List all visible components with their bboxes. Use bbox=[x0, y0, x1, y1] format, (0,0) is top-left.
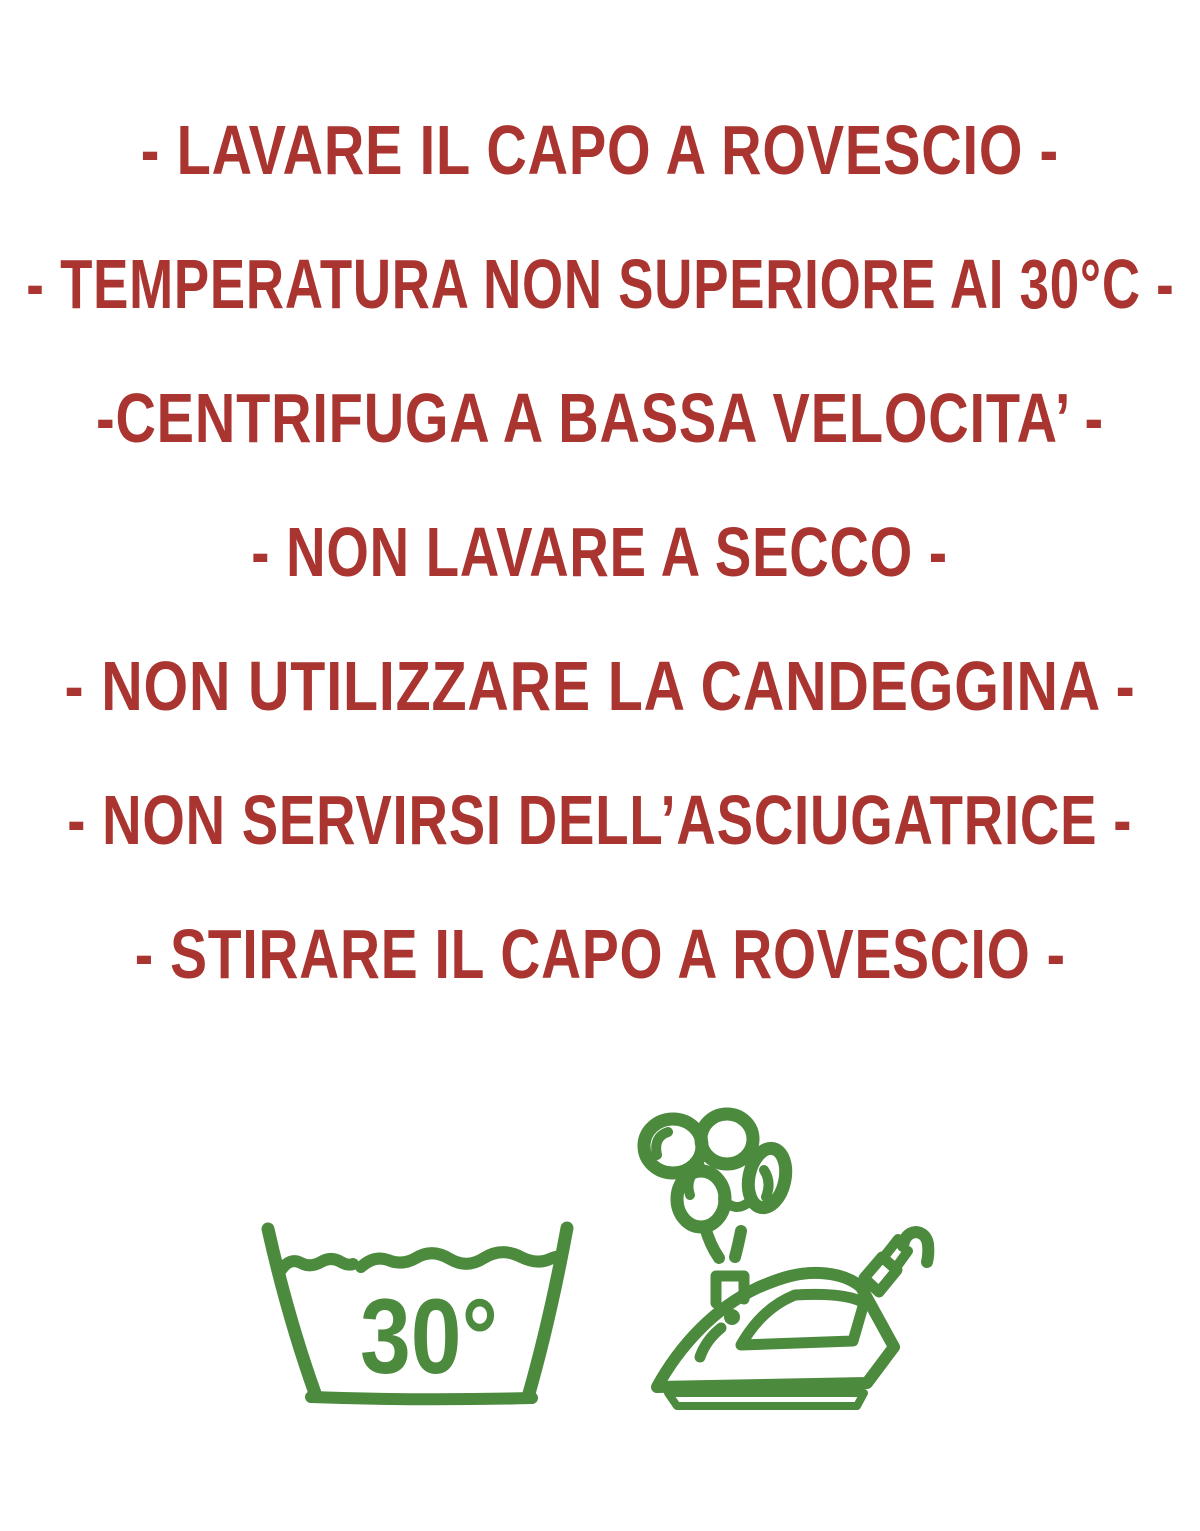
wash-basin-30-icon bbox=[268, 1228, 567, 1399]
wash-temperature-label: 30° bbox=[360, 1276, 498, 1396]
iron-cord-line bbox=[895, 1251, 908, 1269]
iron-handle-cutout bbox=[741, 1294, 864, 1345]
iron-soleplate bbox=[668, 1393, 864, 1406]
water-wave-right bbox=[361, 1252, 561, 1267]
steam-funnel-right bbox=[735, 1231, 741, 1257]
iron-cord-line bbox=[883, 1239, 898, 1258]
steam-iron-icon bbox=[644, 1114, 928, 1406]
basin-bottom bbox=[311, 1397, 532, 1399]
cloud-detail-arc bbox=[723, 1199, 750, 1207]
care-instruction-text: - TEMPERATURA NON SUPERIORE AI 30°C - bbox=[25, 245, 1175, 323]
care-instruction-text: - NON LAVARE A SECCO - bbox=[251, 513, 949, 591]
care-instruction-text: -CENTRIFUGA A BASSA VELOCITA’ - bbox=[96, 379, 1104, 457]
care-instruction-text: - STIRARE IL CAPO A ROVESCIO - bbox=[134, 915, 1066, 993]
steam-cloud-icon bbox=[644, 1114, 791, 1227]
care-instruction-text: - NON SERVIRSI DELL’ASCIUGATRICE - bbox=[67, 781, 1133, 859]
water-wave-left bbox=[281, 1259, 353, 1270]
care-instruction-text: - LAVARE IL CAPO A ROVESCIO - bbox=[140, 111, 1060, 189]
iron-shine-dot bbox=[724, 1309, 740, 1325]
basin-left-side bbox=[268, 1229, 316, 1396]
cloud-detail-arc bbox=[764, 1170, 769, 1197]
care-instruction-text: - NON UTILIZZARE LA CANDEGGINA - bbox=[64, 647, 1136, 725]
